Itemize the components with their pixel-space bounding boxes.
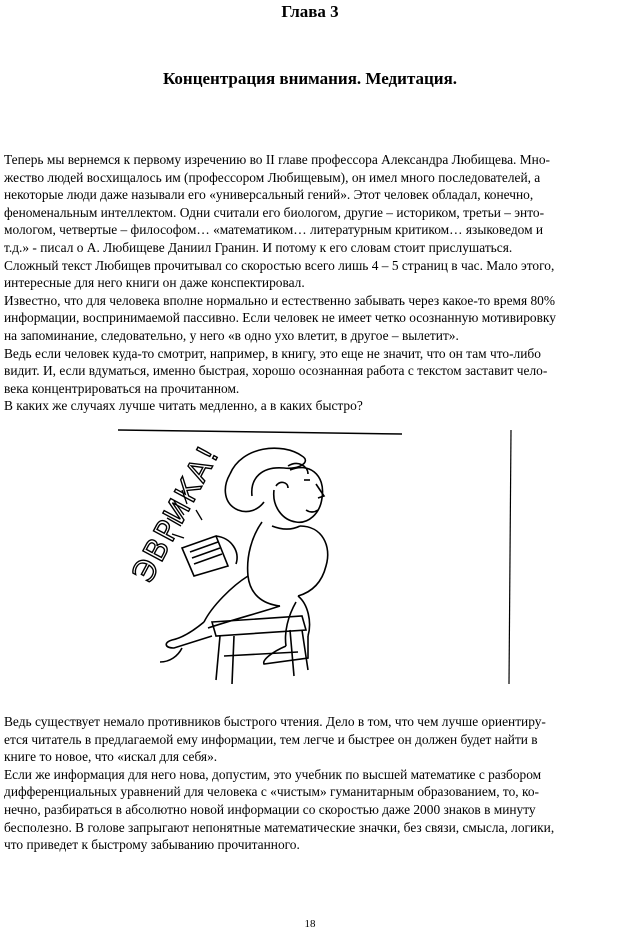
stool [212, 616, 308, 684]
text-line: интересные для него книги он даже конспектировал. [4, 275, 305, 291]
eureka-handwritten-text: ЭВРИКА! [126, 438, 228, 588]
eureka-illustration [112, 426, 522, 688]
text-line: что приведет к быстрому забыванию прочитанного. [4, 837, 300, 853]
page-number: 18 [304, 918, 316, 930]
text-line: информации, воспринимаемой пассивно. Если человек не имеет четко осознанную мотивировку [4, 310, 556, 326]
text-line: Сложный текст Любищев прочитывал со скоростью всего лишь 4 – 5 страниц в час. Мало этого, [4, 257, 555, 273]
chapter-heading: Глава 3 [281, 2, 339, 21]
text-line: книге то новое, что «искал для себя». [4, 749, 218, 765]
body-text-top [4, 151, 618, 415]
text-line: нечно, разбираться в абсолютно новой информации со скоростью даже 2000 знаков в минуту [4, 801, 536, 817]
text-line: дифференциальных уравнений для человека с «чистым» гуманитарным образованием, то, ко- [4, 784, 539, 800]
text-line: Ведь существует немало противников быстрого чтения. Дело в том, что чем лучше ориентиру- [4, 714, 546, 729]
text-line: Если же информация для него нова, допустим, это учебник по высшей математике с разбором [4, 766, 542, 782]
text-line: т.д.» - писал о А. Любищеве Даниил Гранин. И потому к его словам стоит прислушаться. [4, 239, 513, 255]
text-line: феноменальным интеллектом. Одни считали его биологом, другие – историком, третьи – энто- [4, 204, 545, 220]
text-line: Известно, что для человека вполне нормально и естественно забывать через какое-то время 80% [4, 292, 556, 308]
text-line: Теперь мы вернемся к первому изречению во II главе профессора Александра Любищева. Мно- [4, 152, 550, 167]
text-line: века концентрироваться на прочитанном. [4, 380, 240, 396]
text-line: бесполезно. В голове запрыгают непонятные математические значки, без связи, смысла, логики, [4, 819, 555, 835]
text-line: мологом, четвертые – философом… «математиком… литературным критиком… языковедом и [4, 222, 544, 238]
text-line: некоторые люди даже называли его «универсальный гений». Этот человек обладал, конечно, [4, 187, 534, 203]
text-line: на запоминание, следовательно, у него «в одно ухо влетит, в другое – вылетит». [4, 327, 459, 343]
text-line: жество людей восхищалось им (профессором Любищевым), он имел много последователей, а [4, 169, 541, 185]
text-line: ется читатель в предлагаемой ему информации, тем легче и быстрее он должен будет найти в [4, 731, 538, 747]
text-line: видит. И, если вдуматься, именно быстрая, хорошо осознанная работа с текстом заставит чело- [4, 363, 548, 379]
chapter-title: Концентрация внимания. Медитация. [162, 69, 458, 88]
text-line: Ведь если человек куда-то смотрит, например, в книгу, это еще не значит, что он там что-либо [4, 345, 541, 361]
body-text-bottom [4, 713, 618, 854]
text-line: В каких же случаях лучше читать медленно, а в каких быстро? [4, 398, 363, 414]
